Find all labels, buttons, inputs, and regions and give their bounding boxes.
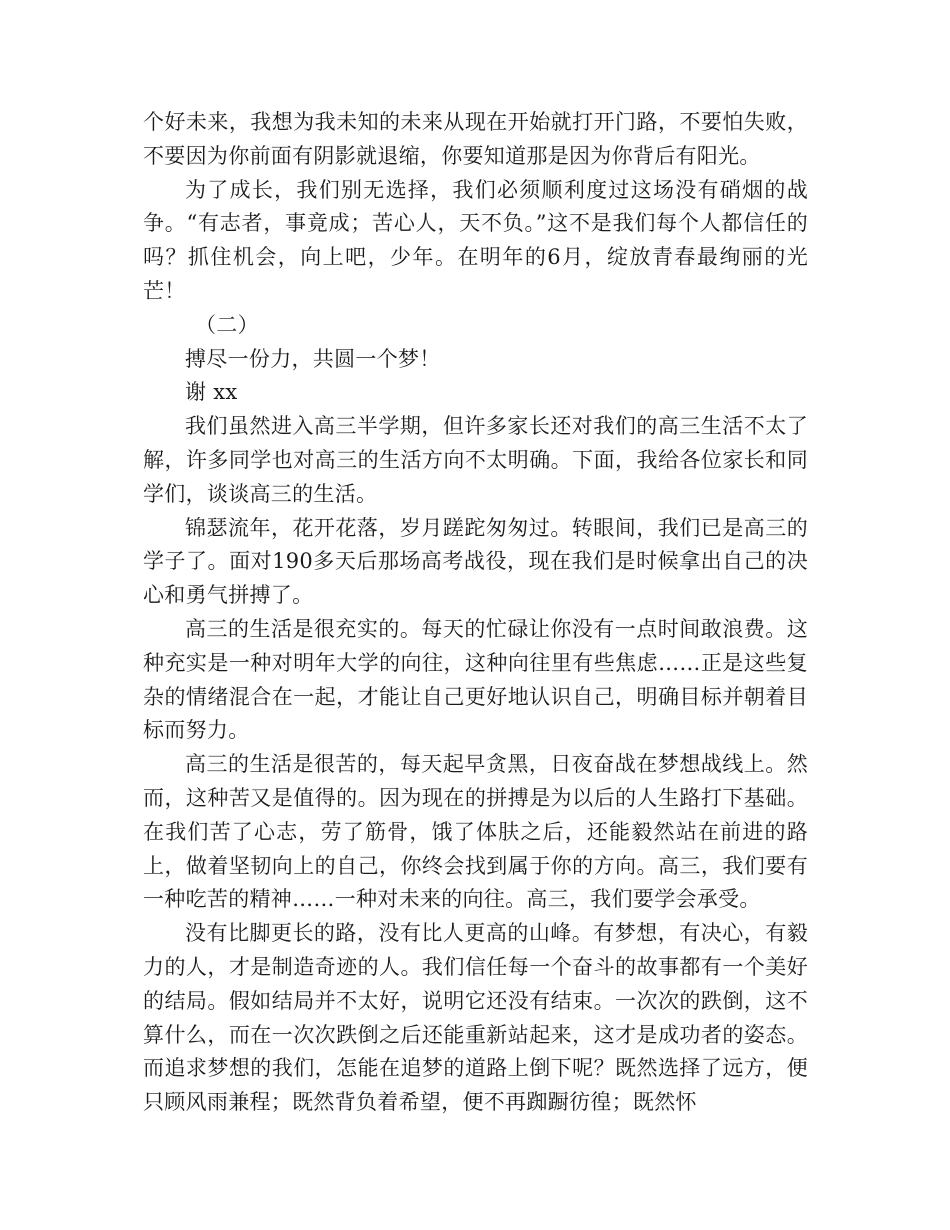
- paragraph-fulfilling: 高三的生活是很充实的。每天的忙碌让你没有一点时间敢浪费。这种充实是一种对明年大学的向往，这种向往里有些焦虑……正是这些复杂的情绪混合在一起，才能让自己更好地认识自己，明确目标并朝着目标而努力。: [143, 616, 808, 743]
- document-body: [143, 106, 808, 1120]
- paragraph-time: 锦瑟流年，花开花落，岁月蹉跎匆匆过。转眼间，我们已是高三的学子了。面对190多天后那场高考战役，现在我们是时候拿出自己的决心和勇气拼搏了。: [143, 515, 808, 608]
- essay-title: 搏尽一份力，共圆一个梦！: [185, 346, 441, 371]
- section-number: （二）: [195, 312, 259, 337]
- paragraph-dream: 没有比脚更长的路，没有比人更高的山峰。有梦想，有决心，有毅力的人，才是制造奇迹的人。我们信任每一个奋斗的故事都有一个美好的结局。假如结局并不太好，说明它还没有结束。一次次的跌倒，这不算什么，而在一次次跌倒之后还能重新站起来，这才是成功者的姿态。而追求梦想的我们，怎能在追梦的道路上倒下呢？既然选择了远方，便只顾风雨兼程；既然背负着希望，便不再踟蹰彷徨；既然怀: [143, 921, 808, 1115]
- paragraph-hardship: 高三的生活是很苦的，每天起早贪黑，日夜奋战在梦想战线上。然而，这种苦又是值得的。因为现在的拼搏是为以后的人生路打下基础。在我们苦了心志，劳了筋骨，饿了体肤之后，还能毅然站在前进的路上，做着坚韧向上的自己，你终会找到属于你的方向。高三，我们要有一种吃苦的精神……一种对未来的向往。高三，我们要学会承受。: [143, 752, 808, 912]
- paragraph-growth: 为了成长，我们别无选择，我们必须顺利度过这场没有硝烟的战争。“有志者，事竟成；苦心人，天不负。”这不是我们每个人都信任的吗？抓住机会，向上吧，少年。在明年的6月，绽放青春最绚丽的光芒！: [143, 177, 808, 303]
- paragraph-intro: 我们虽然进入高三半学期，但许多家长还对我们的高三生活不太了解，许多同学也对高三的生活方向不太明确。下面，我给各位家长和同学们，谈谈高三的生活。: [143, 414, 808, 506]
- essay-author: 谢 xx: [185, 380, 238, 405]
- paragraph-continuation: 个好未来，我想为我未知的未来从现在开始就打开门路，不要怕失败，不要因为你前面有阴影就退缩，你要知道那是因为你背后有阳光。: [143, 110, 808, 168]
